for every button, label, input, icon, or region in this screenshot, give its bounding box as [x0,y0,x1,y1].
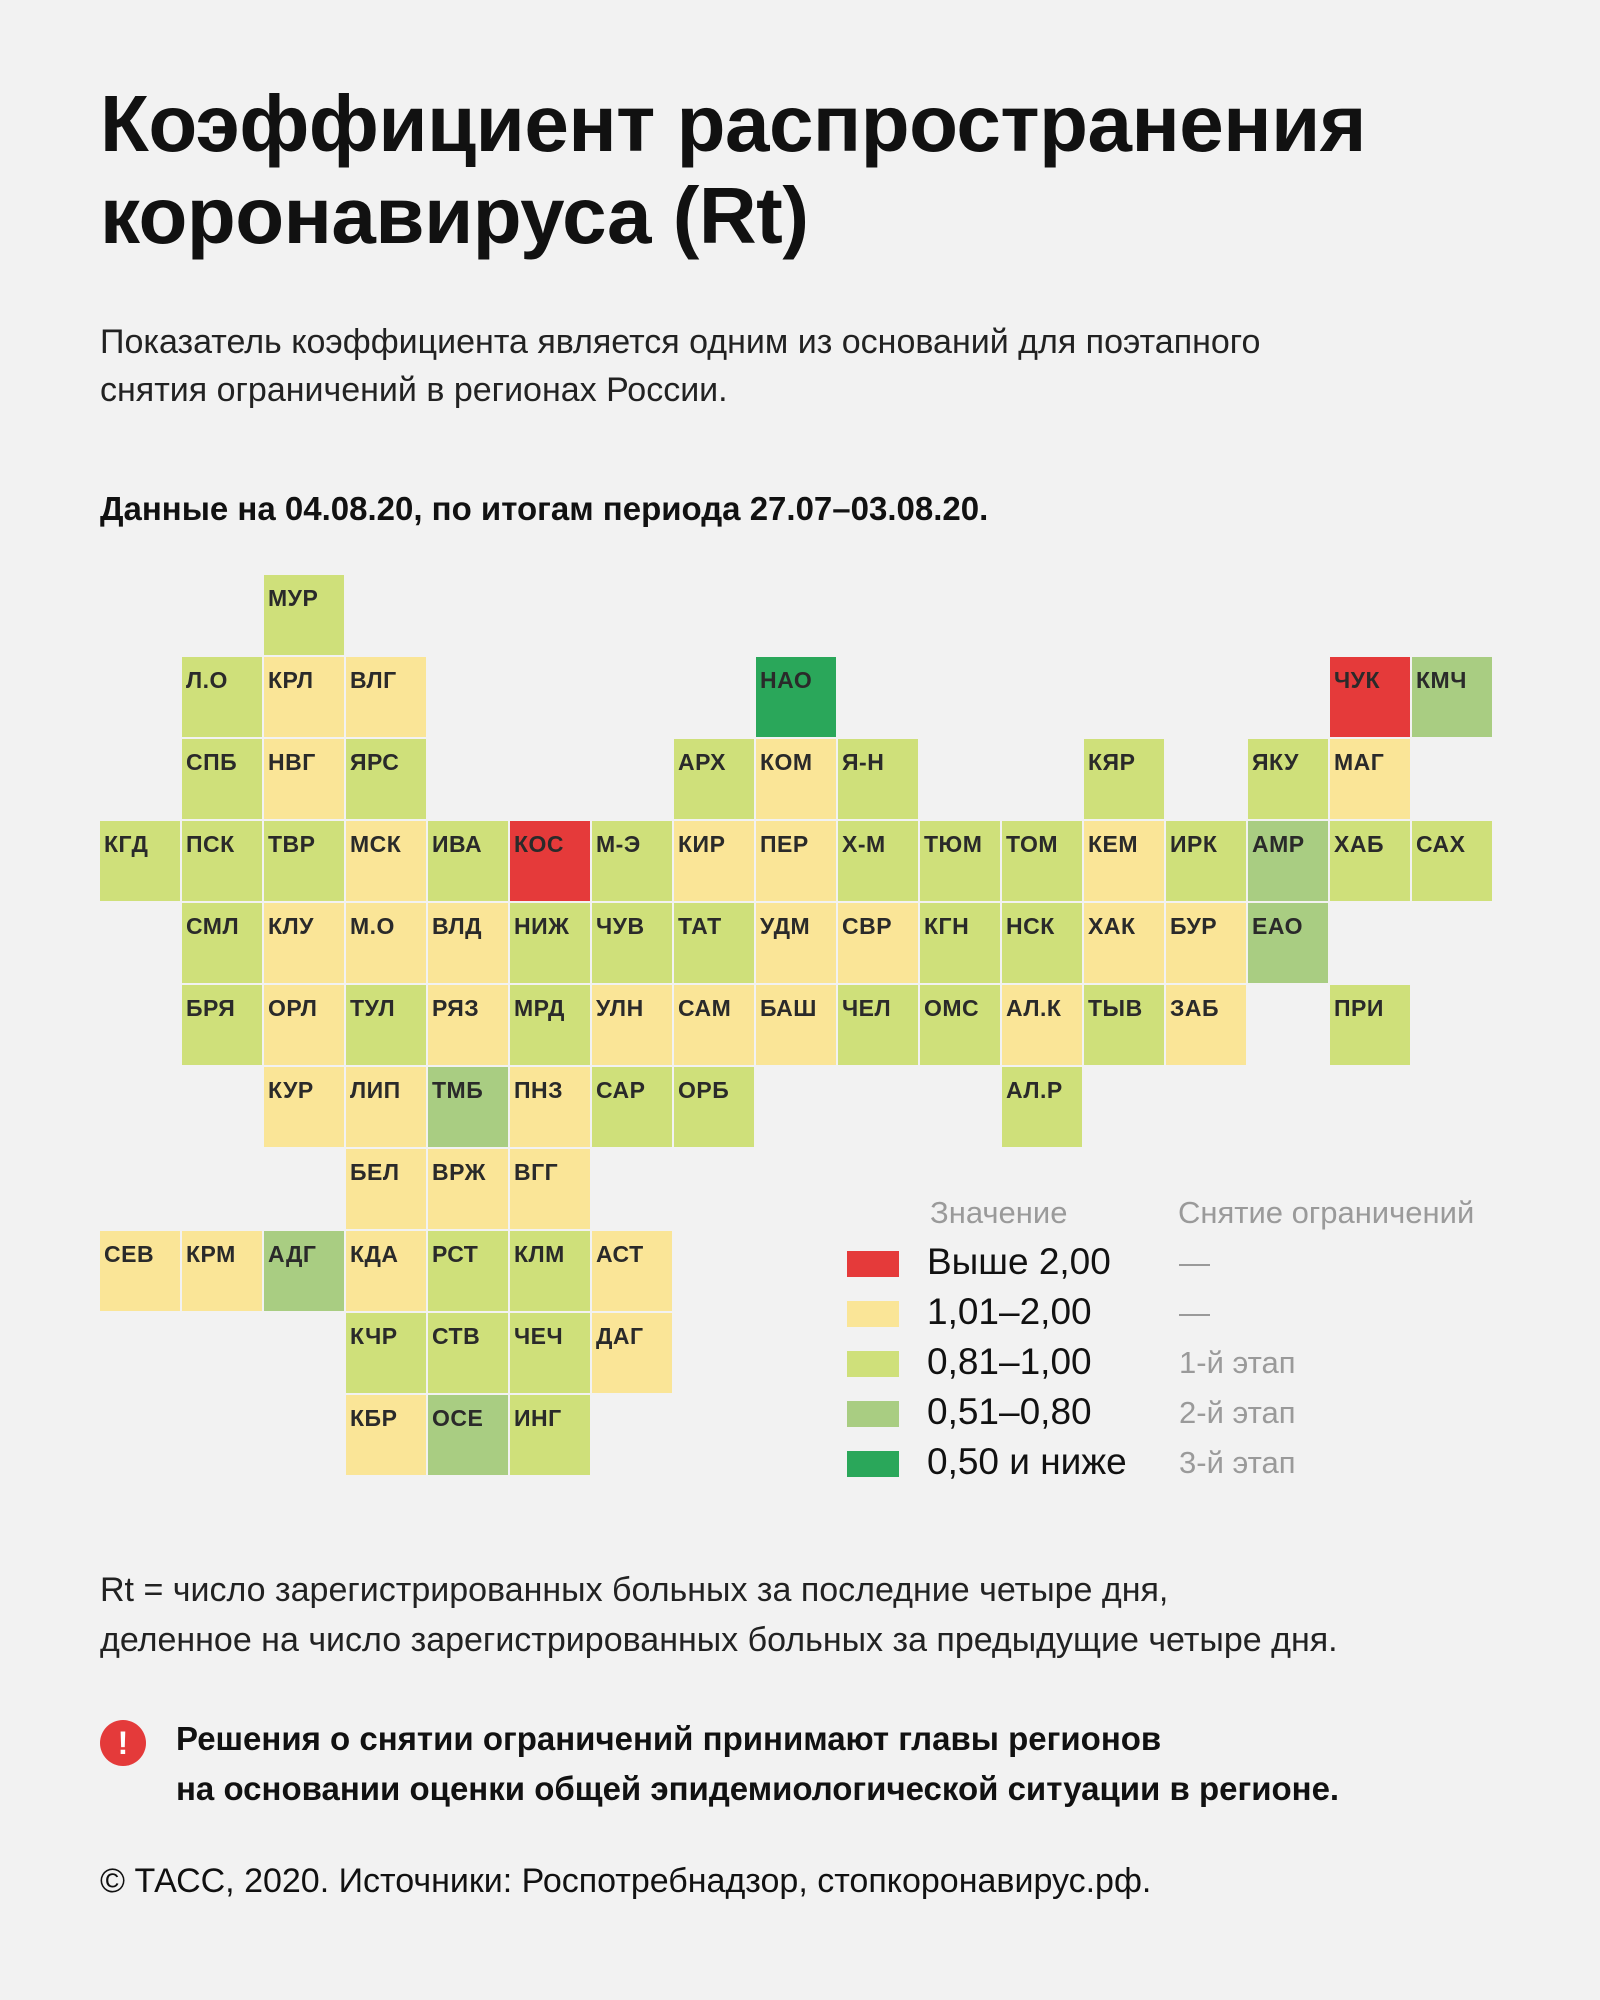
region-tile: КЧР [346,1313,426,1393]
region-tile: САМ [674,985,754,1065]
legend-value-header: Значение [930,1195,1068,1230]
legend-stage: 3-й этап [1179,1445,1296,1480]
region-tile: Х-М [838,821,918,901]
region-tile: БРЯ [182,985,262,1065]
region-tile: МУР [264,575,344,655]
region-tile: М-Э [592,821,672,901]
region-tile: НВГ [264,739,344,819]
subtitle [100,318,1520,414]
page-title [100,78,1560,262]
region-tile: САХ [1412,821,1492,901]
region-tile: ИНГ [510,1395,590,1475]
region-tile: ТВР [264,821,344,901]
region-tile: КБР [346,1395,426,1475]
region-tile: ЧУВ [592,903,672,983]
region-tile: АЛ.Р [1002,1067,1082,1147]
region-tile: ТМБ [428,1067,508,1147]
region-tile: КРЛ [264,657,344,737]
data-date: Данные на 04.08.20, по итогам периода 27.07–03.08.20. [100,490,989,527]
region-tile: КИР [674,821,754,901]
region-tile: СТВ [428,1313,508,1393]
region-tile: СЕВ [100,1231,180,1311]
region-tile: САР [592,1067,672,1147]
region-tile: ОСЕ [428,1395,508,1475]
region-tile: СПБ [182,739,262,819]
region-tile: ВЛД [428,903,508,983]
legend-label: 0,81–1,00 [927,1341,1092,1382]
region-tile: ЧУК [1330,657,1410,737]
region-tile: КДА [346,1231,426,1311]
region-tile: КЛУ [264,903,344,983]
rt-formula [100,1565,1560,1665]
region-tile: Л.О [182,657,262,737]
formula-line-2: деленное на число зарегистрированных больных за предыдущие четыре дня. [100,1621,1338,1659]
region-tile: ОМС [920,985,1000,1065]
region-tile: ЛИП [346,1067,426,1147]
legend-label: 0,51–0,80 [927,1391,1092,1432]
region-tile: ИРК [1166,821,1246,901]
region-tile: ЧЕЧ [510,1313,590,1393]
region-tile: ПРИ [1330,985,1410,1065]
region-tile: АДГ [264,1231,344,1311]
region-tile: СВР [838,903,918,983]
region-tile: ПСК [182,821,262,901]
subtitle-line-1: Показатель коэффициента является одним из оснований для поэтапного [100,323,1261,361]
subtitle-line-2: снятия ограничений в регионах России. [100,371,728,409]
region-tile: МАГ [1330,739,1410,819]
region-tile: БЕЛ [346,1149,426,1229]
region-tile: УДМ [756,903,836,983]
region-tile: КЛМ [510,1231,590,1311]
region-tile: АРХ [674,739,754,819]
legend-label: 1,01–2,00 [927,1291,1092,1332]
region-tile: ТЫВ [1084,985,1164,1065]
region-tile: ЧЕЛ [838,985,918,1065]
region-tile: ЕАО [1248,903,1328,983]
region-tile: ПНЗ [510,1067,590,1147]
region-tile: ВГГ [510,1149,590,1229]
region-tile: АЛ.К [1002,985,1082,1065]
title-line-2: коронавируса (Rt) [100,171,809,260]
source-credit: © ТАСС, 2020. Источники: Роспотребнадзор, стопкоронавирус.рф. [100,1862,1152,1900]
region-tile: ХАК [1084,903,1164,983]
region-tile: КОМ [756,739,836,819]
region-tile: РЯЗ [428,985,508,1065]
notice-line-1: Решения о снятии ограничений принимают главы регионов [176,1720,1162,1757]
legend-swatch-yellow [847,1301,899,1327]
region-tile: АМР [1248,821,1328,901]
region-tile: ЯРС [346,739,426,819]
formula-line-1: Rt = число зарегистрированных больных за последние четыре дня, [100,1571,1169,1609]
alert-icon: ! [100,1720,146,1766]
region-tile: ВРЖ [428,1149,508,1229]
region-tile: ТАТ [674,903,754,983]
legend-stage-header: Снятие ограничений [1178,1195,1475,1230]
legend-stage: — [1179,1295,1210,1330]
region-tile: РСТ [428,1231,508,1311]
region-tile: КУР [264,1067,344,1147]
region-tile: ЗАБ [1166,985,1246,1065]
region-tile: ДАГ [592,1313,672,1393]
region-tile: СМЛ [182,903,262,983]
region-tile: НАО [756,657,836,737]
legend-swatch-darkgreen [847,1451,899,1477]
legend-swatch-red [847,1251,899,1277]
region-tile: МСК [346,821,426,901]
region-tile: БАШ [756,985,836,1065]
region-tile: КГН [920,903,1000,983]
region-tile: НСК [1002,903,1082,983]
title-line-1: Коэффициент распространения [100,79,1366,168]
legend-label: 0,50 и ниже [927,1441,1127,1482]
region-tile: НИЖ [510,903,590,983]
region-tile: ОРБ [674,1067,754,1147]
legend-stage: 2-й этап [1179,1395,1296,1430]
region-tile: БУР [1166,903,1246,983]
legend-label: Выше 2,00 [927,1241,1111,1282]
region-tile: ТЮМ [920,821,1000,901]
region-tile: АСТ [592,1231,672,1311]
region-tile: ПЕР [756,821,836,901]
region-tile: ЯКУ [1248,739,1328,819]
region-tile: КГД [100,821,180,901]
region-tile: ОРЛ [264,985,344,1065]
region-tile: КЯР [1084,739,1164,819]
legend-stage: — [1179,1245,1210,1280]
region-tile: КЕМ [1084,821,1164,901]
notice-line-2: на основании оценки общей эпидемиологической ситуации в регионе. [176,1770,1340,1807]
region-tile: М.О [346,903,426,983]
region-tile: ХАБ [1330,821,1410,901]
notice [176,1714,1556,1814]
region-tile: КОС [510,821,590,901]
region-tile: ТУЛ [346,985,426,1065]
region-tile: ИВА [428,821,508,901]
legend-stage: 1-й этап [1179,1345,1296,1380]
region-tile: ВЛГ [346,657,426,737]
region-tile: Я-Н [838,739,918,819]
region-tile: КМЧ [1412,657,1492,737]
region-tile: КРМ [182,1231,262,1311]
legend-swatch-lightgreen [847,1351,899,1377]
legend-swatch-midgreen [847,1401,899,1427]
region-tile: УЛН [592,985,672,1065]
region-tile: МРД [510,985,590,1065]
region-tile: ТОМ [1002,821,1082,901]
